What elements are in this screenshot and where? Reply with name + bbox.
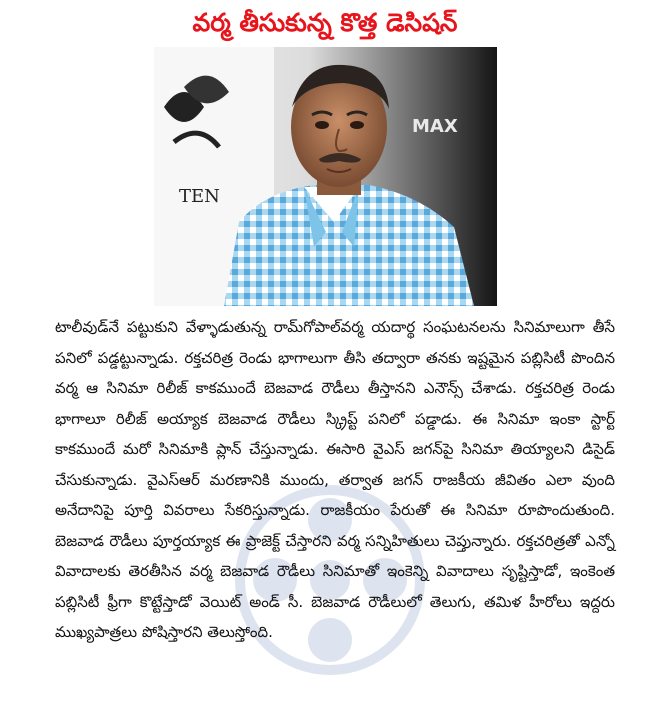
backdrop-text-left: TEN (179, 186, 220, 207)
article-paragraph: టాలీవుడ్‌నే పట్టుకుని వేళ్ళాడుతున్న రామ్‌గోపాల్‌వర్మ యదార్థ సంఘటనలను సినిమాలుగా తీసే పనిలో పడ్డట్టున్నాడు. రక్తచరిత్ర రెండు భాగాలుగా తీసి తద్వారా తనకు ఇష్టమైన పబ్లిసిటీ పొందిన వర్మ ఆ సినిమా రిలీజ్ కాకముందే బెజవాడ రౌడీలు తీస్తానని ఎనౌన్స్ చేశాడు. రక్తచరిత్ర రెండు భాగాలూ రిలీజ్ అయ్యాక బెజవాడ రౌడీలు స్క్రిప్ట్ పనిలో పడ్డాడు. ఈ సినిమా ఇంకా స్టార్ట్ కాకముందే మరో సినిమాకి ప్లాన్ చేస్తున్నాడు. ఈసారి వైఎస్ జగన్‌పై సినిమా తియ్యాలని డిసైడ్ చేసుకున్నాడు. వైఎస్ఆర్ మరణానికి ముందు, తర్వాత జగన్ రాజకీయ జీవితం ఎలా వుంది అనేదానిపై పూర్తి వివరాలు సేకరిస్తున్నాడు. రాజకీయం పేరుతో ఈ సినిమా రూపొందుతుంది. బెజవాడ రౌడీలు పూర్తయ్యాక ఈ ప్రాజెక్ట్ చేస్తారని వర్మ సన్నిహితులు చెప్తున్నారు. రక్తచరిత్రతో ఎన్నో వివాదాలకు తెరతీసిన వర్మ బెజవాడ రౌడీలు సినిమాతో ఇంకెన్ని వివాదాలు సృష్టిస్తాడో, ఇంకెంత పబ్లిసిటీ ఫ్రీగా కొట్టేస్తాడో వెయిట్ అండ్ సీ. బెజవాడ రౌడీలులో తెలుగు, తమిళ హీరోలు ఇద్దరు ముఖ్యపాత్రలు పోషిస్తారని తెలుస్తోంది. (55, 318, 615, 641)
article-headline: వర్మ తీసుకున్న కొత్త డెసిషన్ (192, 8, 458, 37)
article-photo (154, 47, 497, 306)
article-body (55, 312, 615, 648)
backdrop-text-right: MAX (412, 116, 458, 137)
